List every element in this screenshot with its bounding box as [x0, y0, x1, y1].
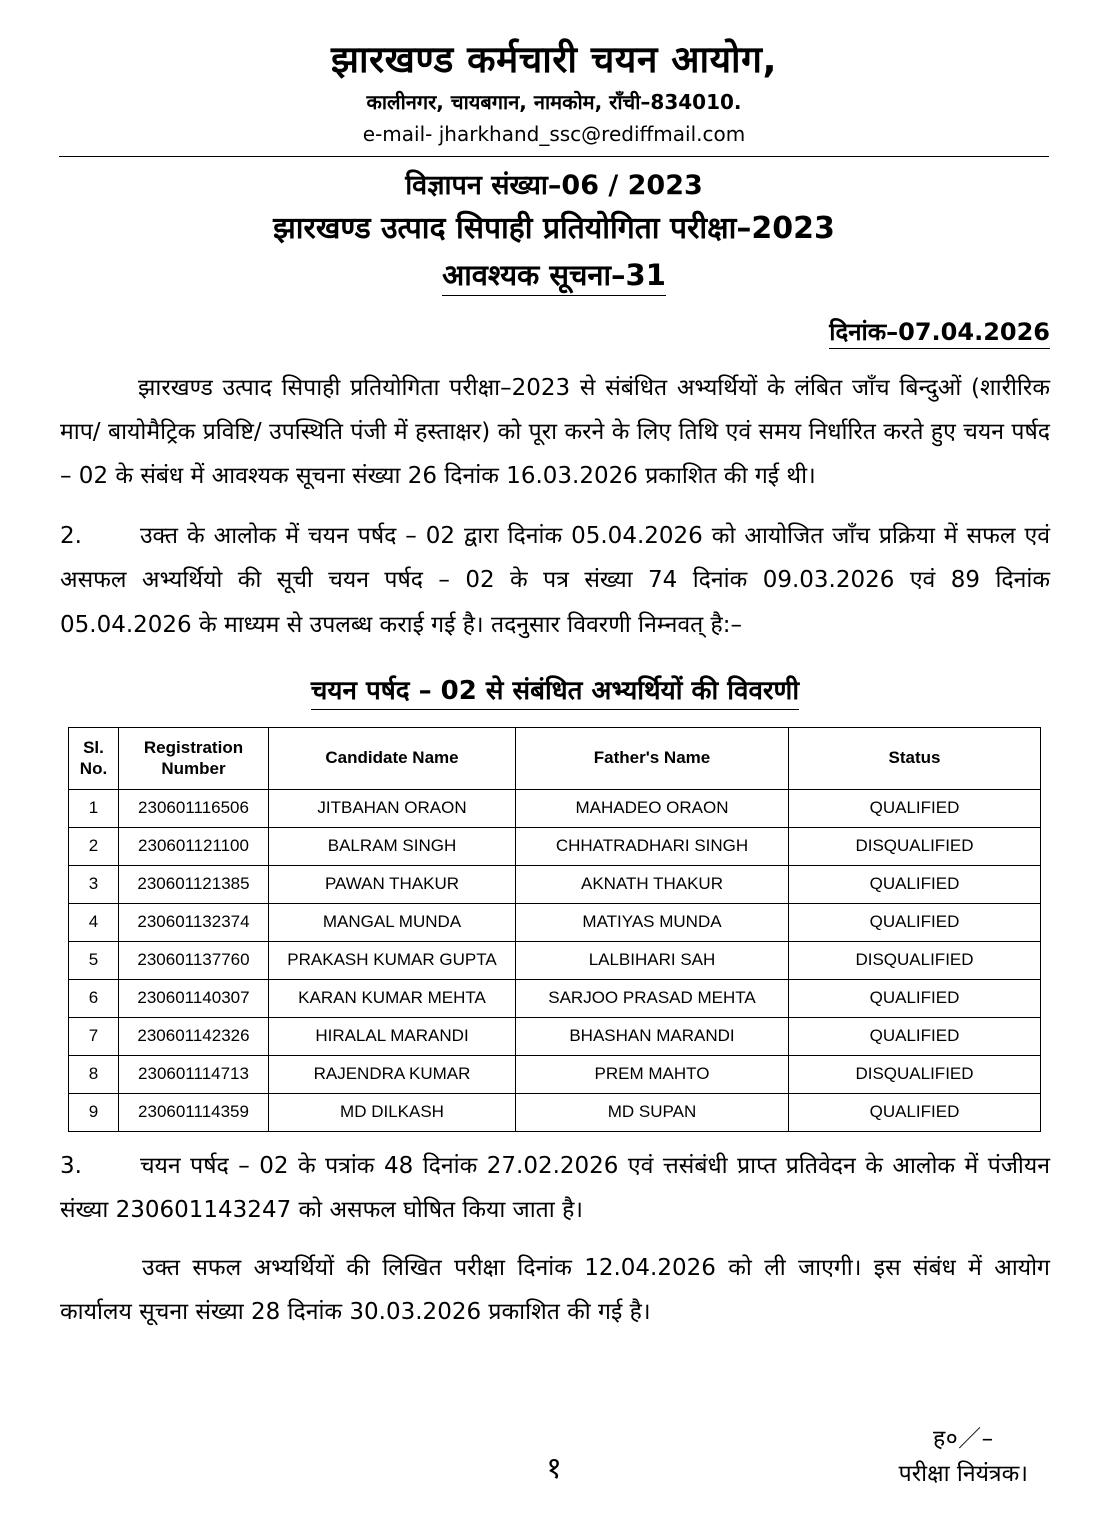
table-row [69, 789, 1041, 827]
letterhead [0, 0, 1108, 147]
document-body [0, 366, 1108, 707]
cell-fathers-name: PREM MAHTO [516, 1055, 789, 1093]
cell-sl-no: 8 [69, 1055, 119, 1093]
cell-candidate-name: RAJENDRA KUMAR [269, 1055, 516, 1093]
cell-sl-no: 1 [69, 789, 119, 827]
cell-fathers-name: MD SUPAN [516, 1093, 789, 1131]
cell-status: QUALIFIED [789, 789, 1041, 827]
cell-sl-no: 4 [69, 903, 119, 941]
table-caption [60, 671, 1050, 707]
table-row [69, 903, 1041, 941]
cell-sl-no: 9 [69, 1093, 119, 1131]
document-footer [0, 1416, 1108, 1526]
candidate-table-wrap [0, 727, 1108, 1132]
cell-fathers-name: MATIYAS MUNDA [516, 903, 789, 941]
table-row [69, 941, 1041, 979]
notice-title-text: आवश्यक सूचना–31 [442, 258, 666, 296]
signature-mark: ह०／– [932, 1426, 994, 1452]
table-row [69, 979, 1041, 1017]
cell-candidate-name: PAWAN THAKUR [269, 865, 516, 903]
cell-status: DISQUALIFIED [789, 941, 1041, 979]
sl-no-line-2: No. [79, 759, 108, 779]
cell-candidate-name: PRAKASH KUMAR GUPTA [269, 941, 516, 979]
cell-candidate-name: KARAN KUMAR MEHTA [269, 979, 516, 1017]
column-header-candidate-name: Candidate Name [269, 727, 516, 789]
cell-fathers-name: CHHATRADHARI SINGH [516, 827, 789, 865]
organization-name: झारखण्ड कर्मचारी चयन आयोग, [330, 38, 778, 81]
paragraph-3-text: चयन पर्षद – 02 के पत्रांक 48 दिनांक 27.02.2026 एवं त्तसंबंधी प्राप्त प्रतिवेदन के आलोक में पंजीयन संख्या 230601143247 को असफल घोषित किया जाता है। [60, 1152, 1050, 1223]
column-header-registration-number [119, 727, 269, 789]
cell-sl-no: 2 [69, 827, 119, 865]
cell-status: QUALIFIED [789, 1093, 1041, 1131]
paragraph-3-number: 3. [60, 1152, 82, 1179]
cell-fathers-name: LALBIHARI SAH [516, 941, 789, 979]
column-header-fathers-name: Father's Name [516, 727, 789, 789]
paragraph-1: झारखण्ड उत्पाद सिपाही प्रतियोगिता परीक्षा–2023 से संबंधित अभ्यर्थियों के लंबित जाँच बिन्दुओं (शारीरिक माप/ बायोमैट्रिक प्रविष्टि/ उपस्थिति पंजी में हस्ताक्षर) को पूरा करने के लिए तिथि एवं समय निर्धारित करते हुए चयन पर्षद – 02 के संबंध में आवश्यक सूचना संख्या 26 दिनांक 16.03.2026 प्रकाशित की गई थी। [60, 374, 1050, 490]
cell-registration-number: 230601114713 [119, 1055, 269, 1093]
cell-fathers-name: AKNATH THAKUR [516, 865, 789, 903]
cell-candidate-name: MANGAL MUNDA [269, 903, 516, 941]
paragraph-3 [60, 1144, 1050, 1232]
cell-registration-number: 230601132374 [119, 903, 269, 941]
paragraph-2-text: उक्त के आलोक में चयन पर्षद – 02 द्वारा दिनांक 05.04.2026 को आयोजित जाँच प्रक्रिया में सफल एवं असफल अभ्यर्थियो की सूची चयन पर्षद – 02 के पत्र संख्या 74 दिनांक 09.03.2026 एवं 89 दिनांक 05.04.2026 के माध्यम से उपलब्ध कराई गई है। तदनुसार विवरणी निम्नवत् है:– [60, 523, 1050, 638]
cell-sl-no: 6 [69, 979, 119, 1017]
table-header [69, 727, 1041, 789]
table-caption-text: चयन पर्षद – 02 से संबंधित अभ्यर्थियों की विवरणी [311, 676, 799, 710]
cell-candidate-name: BALRAM SINGH [269, 827, 516, 865]
paragraph-2-number: 2. [60, 523, 82, 550]
cell-registration-number: 230601140307 [119, 979, 269, 1017]
cell-registration-number: 230601121100 [119, 827, 269, 865]
table-row [69, 865, 1041, 903]
title-block [0, 167, 1108, 296]
registration-line-1: Registration [143, 737, 244, 757]
cell-sl-no: 7 [69, 1017, 119, 1055]
cell-status: DISQUALIFIED [789, 1055, 1041, 1093]
signatory-title: परीक्षा नियंत्रक। [898, 1460, 1028, 1487]
cell-registration-number: 230601121385 [119, 865, 269, 903]
signature-block [899, 1422, 1028, 1491]
notice-date-text: दिनांक–07.04.2026 [829, 318, 1050, 349]
table-row [69, 827, 1041, 865]
table-row [69, 1055, 1041, 1093]
cell-status: QUALIFIED [789, 903, 1041, 941]
cell-fathers-name: BHASHAN MARANDI [516, 1017, 789, 1055]
paragraph-2 [60, 514, 1050, 646]
cell-fathers-name: SARJOO PRASAD MEHTA [516, 979, 789, 1017]
cell-sl-no: 5 [69, 941, 119, 979]
cell-sl-no: 3 [69, 865, 119, 903]
cell-status: QUALIFIED [789, 979, 1041, 1017]
column-header-sl-no [69, 727, 119, 789]
table-body [69, 789, 1041, 1131]
cell-registration-number: 230601137760 [119, 941, 269, 979]
page-number: १ [546, 1451, 562, 1486]
cell-candidate-name: JITBAHAN ORAON [269, 789, 516, 827]
candidate-table [68, 727, 1041, 1132]
cell-status: QUALIFIED [789, 865, 1041, 903]
exam-title: झारखण्ड उत्पाद सिपाही प्रतियोगिता परीक्षा–2023 [273, 210, 835, 246]
table-row [69, 1093, 1041, 1131]
sl-no-line-1: Sl. [83, 737, 104, 757]
table-header-row [69, 727, 1041, 789]
cell-registration-number: 230601116506 [119, 789, 269, 827]
header-divider [59, 156, 1049, 157]
document-body-lower [0, 1144, 1108, 1335]
cell-status: QUALIFIED [789, 1017, 1041, 1055]
cell-registration-number: 230601142326 [119, 1017, 269, 1055]
table-row [69, 1017, 1041, 1055]
paragraph-4: उक्त सफल अभ्यर्थियों की लिखित परीक्षा दिनांक 12.04.2026 को ली जाएगी। इस संबंध में आयोग कार्यालय सूचना संख्या 28 दिनांक 30.03.2026 प्रकाशित की गई है। [60, 1254, 1050, 1325]
cell-candidate-name: MD DILKASH [269, 1093, 516, 1131]
cell-registration-number: 230601114359 [119, 1093, 269, 1131]
notice-date [0, 315, 1108, 348]
organization-email: e-mail- jharkhand_ssc@rediffmail.com [362, 121, 746, 146]
advertisement-number: विज्ञापन संख्या–06 / 2023 [405, 169, 703, 201]
organization-address: कालीनगर, चायबगान, नामकोम, राँची–834010. [366, 89, 742, 114]
registration-line-2: Number [161, 759, 226, 779]
cell-status: DISQUALIFIED [789, 827, 1041, 865]
column-header-status: Status [789, 727, 1041, 789]
cell-candidate-name: HIRALAL MARANDI [269, 1017, 516, 1055]
cell-fathers-name: MAHADEO ORAON [516, 789, 789, 827]
notice-title [0, 255, 1108, 296]
